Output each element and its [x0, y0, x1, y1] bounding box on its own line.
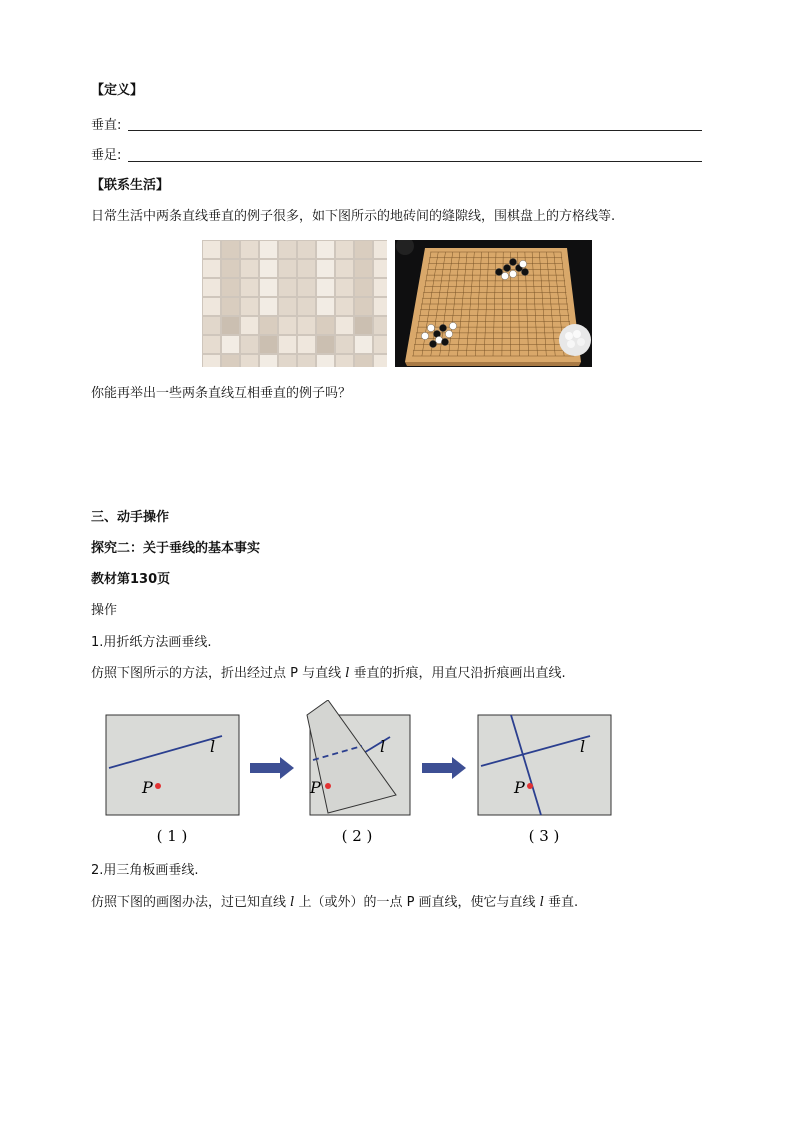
- arrow-right-icon: [250, 757, 294, 779]
- step2-text-b: 上（或外）的一点 P 画直线，使它与直线: [294, 895, 540, 910]
- step2-line-var: l: [290, 895, 295, 910]
- foot-label: 垂足:: [91, 148, 122, 163]
- step2-text-a: 仿照下图的画图办法，过已知直线: [91, 895, 291, 910]
- step1-title: 1.用折纸方法画垂线.: [91, 635, 212, 650]
- floor-tile-photo: [202, 240, 387, 367]
- caption-2: ( 2 ): [341, 827, 373, 845]
- inquiry-title: 探究二：关于垂线的基本事实: [91, 541, 261, 556]
- step1-text-b: 垂直的折痕，用直尺沿折痕画出直线.: [349, 666, 566, 681]
- step1-text-a: 仿照下图所示的方法，折出经过点 P 与直线: [91, 666, 346, 681]
- foot-answer-line[interactable]: [128, 161, 702, 162]
- step1-text: [91, 665, 566, 683]
- section-title: 三、动手操作: [91, 510, 170, 525]
- step2-title: 2.用三角板画垂线.: [91, 863, 199, 878]
- textbook-ref: 教材第130页: [91, 572, 171, 587]
- point-label-2: P: [310, 778, 321, 797]
- step1-line-var: l: [345, 666, 350, 681]
- arrow-right-icon: [422, 757, 466, 779]
- step2-text: [91, 894, 578, 912]
- fold-step-3: [478, 715, 611, 815]
- step2-line-var-2: l: [539, 895, 544, 910]
- folding-figure: [100, 700, 620, 852]
- caption-1: ( 1 ): [156, 827, 188, 845]
- definition-heading: 【定义】: [91, 83, 144, 98]
- life-question: 你能再举出一些两条直线互相垂直的例子吗？: [91, 386, 352, 401]
- perpendicular-label: 垂直:: [91, 118, 122, 133]
- caption-3: ( 3 ): [528, 827, 560, 845]
- line-label-1: l: [210, 737, 216, 756]
- perpendicular-answer-line[interactable]: [128, 130, 702, 131]
- fold-step-2: [307, 700, 410, 815]
- point-label-1: P: [142, 778, 153, 797]
- line-label-2: l: [380, 737, 386, 756]
- life-heading: 【联系生活】: [91, 178, 170, 193]
- step2-text-c: 垂直.: [543, 895, 579, 910]
- go-board-photo: [395, 240, 592, 367]
- operation-label: 操作: [91, 603, 118, 618]
- fold-step-1: [106, 715, 239, 815]
- line-label-3: l: [580, 737, 586, 756]
- point-label-3: P: [514, 778, 525, 797]
- life-intro: 日常生活中两条直线垂直的例子很多，如下图所示的地砖间的缝隙线，围棋盘上的方格线等.: [91, 209, 616, 224]
